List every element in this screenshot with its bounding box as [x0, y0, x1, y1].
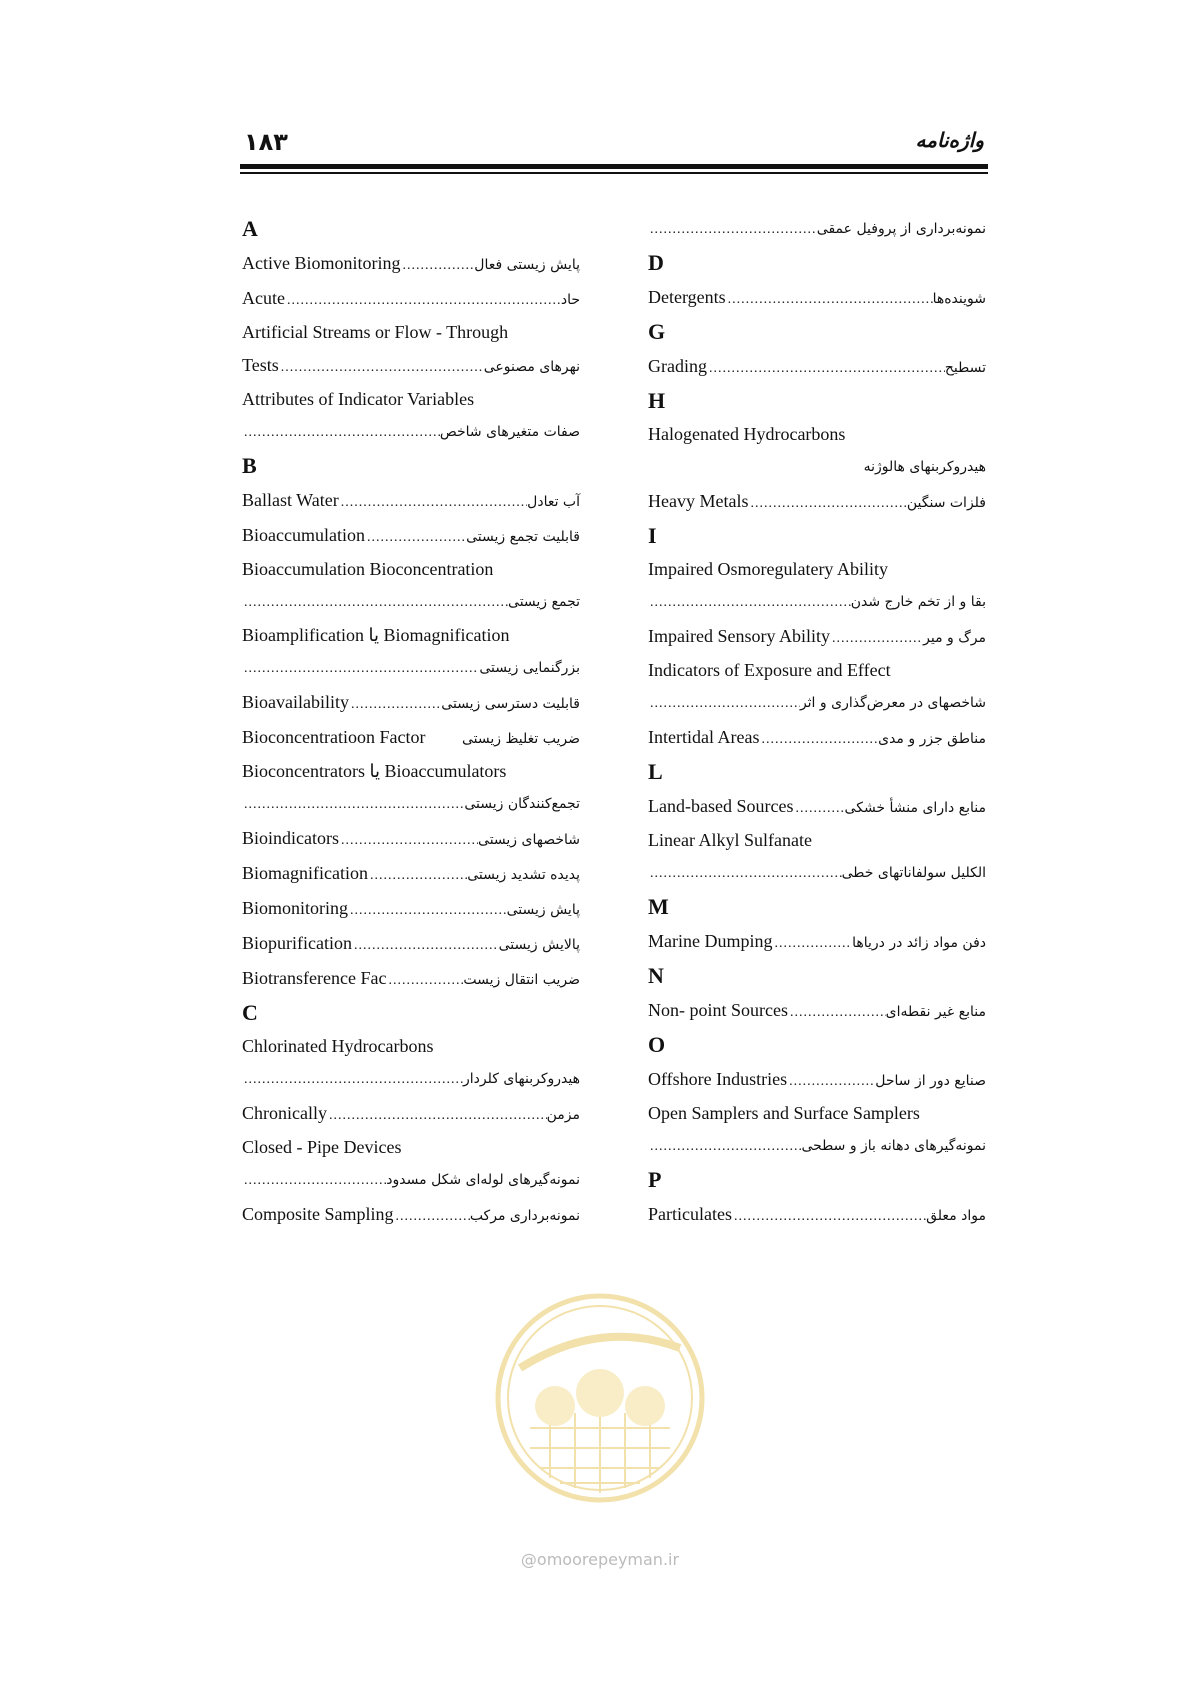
dot-leader — [349, 687, 441, 722]
persian-term: نمونه‌برداری از پروفیل عمقی — [816, 221, 986, 237]
english-term: Active Biomonitoring — [242, 253, 401, 273]
persian-term: تسطیح — [944, 360, 986, 376]
glossary-entry — [242, 961, 580, 996]
persian-line — [242, 787, 580, 821]
persian-term: مواد معلق — [926, 1208, 986, 1224]
running-title: واژه‌نامه — [915, 128, 984, 152]
persian-term: بزرگنمایی زیستی — [479, 660, 580, 676]
dot-leader — [748, 486, 906, 521]
english-term: Biomonitoring — [242, 898, 349, 918]
dot-leader — [648, 586, 851, 620]
english-term: Biomagnification — [242, 863, 368, 883]
persian-term: شاخصهای در معرض‌گذاری و اثر — [799, 695, 986, 711]
glossary-entry — [242, 518, 580, 553]
section-letter: A — [242, 216, 258, 241]
english-term: Chlorinated Hydrocarbons — [242, 1036, 434, 1056]
dot-leader — [787, 1064, 875, 1099]
persian-term: پایش زیستی فعال — [474, 257, 580, 273]
glossary-column-left — [242, 212, 580, 1232]
dot-leader — [830, 621, 923, 656]
english-term: Particulates — [648, 1204, 732, 1224]
english-term: Bioaccumulation Bioconcentration — [242, 559, 494, 579]
glossary-entry — [648, 280, 986, 315]
persian-term: نهرهای مصنوعی — [483, 359, 580, 375]
dot-leader — [400, 248, 474, 283]
glossary-entry — [242, 483, 580, 518]
english-term: Offshore Industries — [648, 1069, 788, 1089]
english-term: Bioavailability — [242, 692, 349, 712]
glossary-column-right — [648, 212, 986, 1232]
glossary-entry — [242, 1197, 580, 1232]
persian-term: مرگ و میر — [923, 630, 986, 646]
section-letter: C — [242, 1000, 258, 1025]
dot-leader — [339, 823, 478, 858]
persian-line — [242, 1062, 580, 1096]
persian-term: منابع دارای منشأ خشکی — [844, 800, 986, 816]
section-letter: O — [648, 1032, 666, 1057]
glossary-entry — [648, 619, 986, 654]
english-term: Grading — [648, 356, 707, 376]
english-term: Bioaccumulation — [242, 525, 365, 545]
english-term: Open Samplers and Surface Samplers — [648, 1103, 920, 1123]
glossary-entry — [242, 246, 580, 281]
dot-leader — [242, 1164, 386, 1198]
persian-term: شوینده‌ها — [932, 291, 986, 307]
dot-leader — [707, 351, 945, 386]
section-letter: M — [648, 894, 669, 919]
persian-term: تجمع‌کنندگان زیستی — [464, 796, 580, 812]
dot-leader — [732, 1199, 926, 1234]
header-rule-thin — [240, 172, 988, 174]
persian-term: الکلیل سولفاناتهای خطی — [841, 865, 986, 881]
persian-term: نمونه‌برداری مرکب — [469, 1208, 580, 1224]
dot-leader — [793, 791, 844, 826]
glossary-entry — [648, 484, 986, 519]
glossary-entry — [242, 891, 580, 926]
persian-line — [242, 415, 580, 449]
english-term: Attributes of Indicator Variables — [242, 389, 475, 409]
persian-term: آب تعادل — [527, 494, 580, 510]
dot-leader — [242, 788, 464, 822]
dot-leader — [352, 928, 499, 963]
english-term: Indicators of Exposure and Effect — [648, 660, 891, 680]
english-term: Bioconcentratioon Factor — [242, 727, 426, 747]
dot-leader — [726, 282, 933, 317]
persian-line — [648, 212, 986, 246]
dot-leader — [772, 926, 852, 961]
dot-leader — [788, 995, 886, 1030]
english-term: Acute — [242, 288, 285, 308]
persian-term: حاد — [560, 292, 580, 308]
persian-term: صنایع دور از ساحل — [875, 1073, 986, 1089]
section-letter: N — [648, 963, 664, 988]
persian-term: شاخصهای زیستی — [478, 832, 580, 848]
persian-line — [648, 585, 986, 619]
persian-term: نمونه‌گیرهای دهانه باز و سطحی — [801, 1138, 986, 1154]
persian-term: قابلیت تجمع زیستی — [466, 529, 580, 545]
watermark-url: @omoorepeyman.ir — [520, 1550, 680, 1569]
section-letter: G — [648, 319, 666, 344]
glossary-entry — [242, 348, 580, 383]
glossary-entry — [648, 993, 986, 1028]
english-term: Closed - Pipe Devices — [242, 1137, 402, 1157]
english-term: Marine Dumping — [648, 931, 773, 951]
glossary-entry — [242, 856, 580, 891]
english-term: Bioindicators — [242, 828, 339, 848]
dot-leader — [242, 652, 479, 686]
dot-leader — [368, 858, 467, 893]
persian-line — [648, 856, 986, 890]
dot-leader — [365, 520, 466, 555]
dot-leader — [242, 586, 508, 620]
page-number: ۱۸۳ — [244, 128, 288, 156]
english-term: Impaired Osmoregulatery Ability — [648, 559, 888, 579]
glossary-entry — [242, 821, 580, 856]
glossary-entry — [648, 924, 986, 959]
english-term: Ballast Water — [242, 490, 339, 510]
glossary-entry — [242, 1096, 580, 1131]
persian-term: پالایش زیستی — [498, 937, 580, 953]
english-term: Detergents — [648, 287, 726, 307]
dot-leader — [242, 1063, 463, 1097]
persian-term: ضریب انتقال زیست — [463, 972, 580, 988]
persian-term: پدیده تشدید زیستی — [467, 867, 580, 883]
persian-term: منابع غیر نقطه‌ای — [885, 1004, 986, 1020]
glossary-entry — [242, 281, 580, 316]
persian-term: تجمع زیستی — [508, 594, 580, 610]
publisher-logo-watermark — [490, 1288, 710, 1518]
persian-line — [242, 651, 580, 685]
english-term: Bioamplification یا Biomagnification — [242, 625, 510, 645]
persian-term: پایش زیستی — [506, 902, 580, 918]
persian-line — [648, 1129, 986, 1163]
english-term: Non- point Sources — [648, 1000, 788, 1020]
dot-leader — [394, 1199, 470, 1234]
dot-leader — [279, 350, 484, 385]
dot-leader — [327, 1098, 547, 1133]
section-letter: B — [242, 453, 257, 478]
english-term: Chronically — [242, 1103, 327, 1123]
persian-term: مناطق جزر و مدی — [878, 731, 986, 747]
persian-term: صفات متغیرهای شاخص — [439, 424, 580, 440]
english-term: Impaired Sensory Ability — [648, 626, 830, 646]
glossary-entry — [648, 1062, 986, 1097]
english-term: Heavy Metals — [648, 491, 749, 511]
dot-leader — [242, 416, 440, 450]
glossary-entry — [242, 720, 580, 755]
persian-term: هیدروکربنهای هالوژنه — [863, 459, 986, 475]
dot-leader — [648, 213, 817, 247]
persian-term: قابلیت دسترسی زیستی — [441, 696, 580, 712]
english-term: Land-based Sources — [648, 796, 794, 816]
english-term: Biotransference Fac — [242, 968, 387, 988]
persian-term: بقا و از تخم خارج شدن — [850, 594, 986, 610]
dot-leader — [759, 722, 878, 757]
english-term: Linear Alkyl Sulfanate — [648, 830, 812, 850]
glossary-entry — [242, 926, 580, 961]
dot-leader — [648, 857, 842, 891]
persian-term: فلزات سنگین — [906, 495, 986, 511]
glossary-entry — [648, 789, 986, 824]
english-term: Tests — [242, 355, 279, 375]
persian-term: مزمن — [546, 1107, 580, 1123]
dot-leader — [285, 283, 561, 318]
persian-term: هیدروکربنهای کلردار — [462, 1071, 580, 1087]
section-letter: L — [648, 759, 663, 784]
english-term: Bioconcentrators یا Bioaccumulators — [242, 761, 507, 781]
section-letter: I — [648, 523, 657, 548]
header-rule-thick — [240, 164, 988, 169]
persian-line — [648, 686, 986, 720]
dot-leader — [348, 893, 507, 928]
english-term: Halogenated Hydrocarbons — [648, 424, 846, 444]
english-term: Composite Sampling — [242, 1204, 394, 1224]
english-term: Biopurification — [242, 933, 352, 953]
persian-line — [648, 450, 986, 484]
section-letter: D — [648, 250, 664, 275]
english-term: Intertidal Areas — [648, 727, 760, 747]
persian-term: نمونه‌گیرهای لوله‌ای شکل مسدود — [386, 1172, 580, 1188]
persian-line — [242, 585, 580, 619]
dot-leader — [648, 1130, 801, 1164]
glossary-entry — [648, 1197, 986, 1232]
glossary-entry — [648, 349, 986, 384]
page-header — [240, 128, 988, 158]
dot-leader — [386, 963, 463, 998]
section-letter: H — [648, 388, 666, 413]
english-term: Artificial Streams or Flow - Through — [242, 322, 509, 342]
glossary-entry — [648, 720, 986, 755]
persian-term: دفن مواد زائد در دریاها — [852, 935, 986, 951]
persian-term: ضریب تغلیظ زیستی — [462, 731, 580, 747]
section-letter: P — [648, 1167, 662, 1192]
dot-leader — [339, 485, 527, 520]
dot-leader — [648, 687, 800, 721]
persian-line — [242, 1163, 580, 1197]
glossary-entry — [242, 685, 580, 720]
